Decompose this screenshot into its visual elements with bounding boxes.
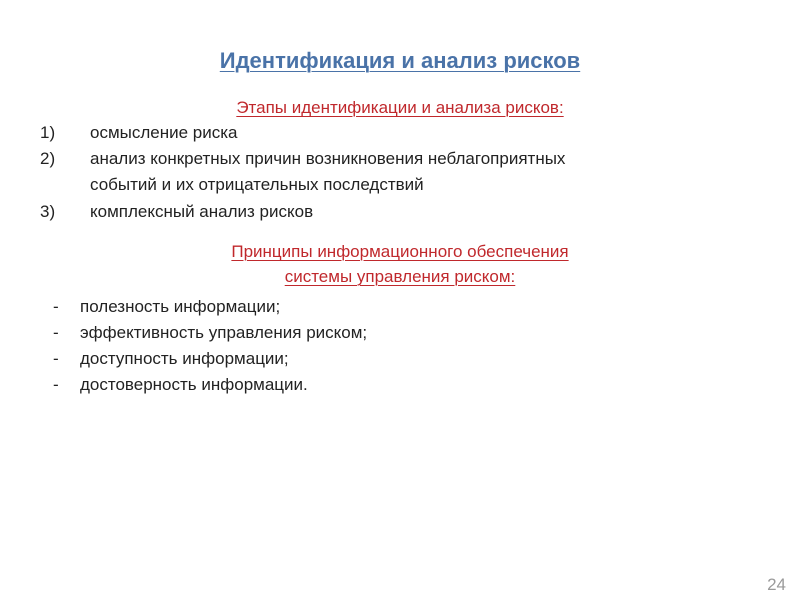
page-number: 24 xyxy=(767,575,786,594)
principles-heading-line-1: Принципы информационного обеспечения xyxy=(231,242,569,261)
list-text: событий и их отрицательных последствий xyxy=(90,175,424,194)
dash-bullet: - xyxy=(53,375,59,394)
list-text: осмысление риска xyxy=(90,123,238,142)
list-text: анализ конкретных причин возникновения неблагоприятных xyxy=(90,149,566,168)
slide-title: Идентификация и анализ рисков xyxy=(219,48,581,73)
list-number: 1) xyxy=(40,123,56,142)
bullet-text: достоверность информации. xyxy=(80,375,308,394)
principles-heading-line-2: системы управления риском: xyxy=(284,267,516,286)
dash-bullet: - xyxy=(53,323,59,342)
bullet-text: полезность информации; xyxy=(80,297,281,316)
list-text: комплексный анализ рисков xyxy=(90,202,314,221)
list-number: 3) xyxy=(40,202,56,221)
list-number: 2) xyxy=(40,149,56,168)
bullet-text: доступность информации; xyxy=(80,349,289,368)
dash-bullet: - xyxy=(53,349,59,368)
bullet-text: эффективность управления риском; xyxy=(80,323,368,342)
stages-heading: Этапы идентификации и анализа рисков: xyxy=(236,98,564,117)
dash-bullet: - xyxy=(53,297,59,316)
principles-heading xyxy=(0,239,800,289)
